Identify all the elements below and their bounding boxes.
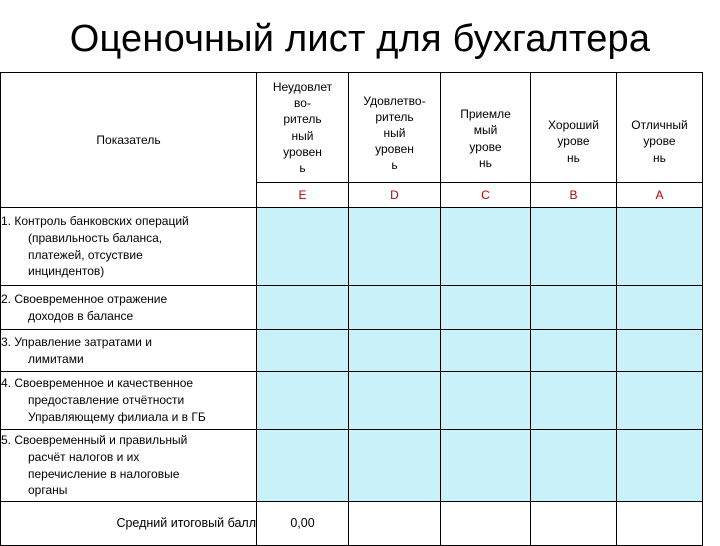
level-c-line-1: Приемле [460, 107, 511, 122]
indicator-2-line: доходов в балансе [28, 308, 134, 323]
score-cell[interactable] [617, 208, 703, 286]
total-empty-cell [531, 502, 617, 546]
level-c-line-4: нь [479, 155, 492, 170]
score-cell[interactable] [617, 372, 703, 430]
level-a-line-1: Отличный [631, 118, 688, 133]
score-cell[interactable] [441, 330, 531, 372]
table-row [1, 208, 703, 286]
evaluation-table [0, 72, 703, 546]
level-e-line-4: ный [291, 128, 314, 143]
level-a-line-2: урове [643, 134, 676, 149]
total-value [257, 502, 349, 546]
score-cell[interactable] [617, 330, 703, 372]
indicator-5-title: 5. Своевременный и правильный [1, 432, 188, 447]
total-empty-cell [349, 502, 441, 546]
score-cell[interactable] [531, 208, 617, 286]
score-cell[interactable] [257, 372, 349, 430]
grade-b [531, 183, 617, 208]
score-cell[interactable] [441, 430, 531, 502]
total-label [1, 502, 257, 546]
score-cell[interactable] [349, 372, 441, 430]
level-header-a [617, 73, 703, 183]
score-cell[interactable] [531, 372, 617, 430]
indicator-3 [1, 330, 257, 372]
indicator-5-line: перечисление в налоговые [28, 466, 180, 481]
score-cell[interactable] [531, 430, 617, 502]
page-title: Оценочный лист для бухгалтера [69, 18, 651, 60]
score-cell[interactable] [617, 286, 703, 330]
score-cell[interactable] [349, 430, 441, 502]
level-e-line-6: ь [299, 160, 306, 175]
level-header-d [349, 73, 441, 183]
score-cell[interactable] [531, 286, 617, 330]
indicator-1-line: платежей, отсуствие [28, 247, 143, 262]
total-empty-cell [617, 502, 703, 546]
grade-c [441, 183, 531, 208]
score-cell[interactable] [441, 208, 531, 286]
level-e-line-5: уровен [283, 144, 322, 159]
score-cell[interactable] [531, 330, 617, 372]
score-cell[interactable] [441, 286, 531, 330]
table-row [1, 430, 703, 502]
grade-d [349, 183, 441, 208]
indicator-5-line: органы [28, 483, 68, 498]
indicator-3-title: 3. Управление затратами и [1, 334, 152, 349]
indicator-1-title: 1. Контроль банковских операций [1, 213, 189, 228]
header-row [1, 73, 703, 183]
level-d-line-1: Удовлетво- [363, 93, 426, 108]
grade-e-letter: E [298, 187, 307, 202]
table-row [1, 286, 703, 330]
indicator-4 [1, 372, 257, 430]
level-header-c [441, 73, 531, 183]
indicator-5 [1, 430, 257, 502]
level-d-line-2: ритель [375, 109, 414, 124]
indicator-4-title: 4. Своевременное и качественное [1, 376, 194, 391]
indicator-4-line: Управляющему филиала и в ГБ [28, 409, 206, 424]
level-b-line-3: нь [567, 150, 580, 165]
grade-b-letter: B [569, 187, 578, 202]
indicator-1-line: (правильность баланса, [28, 230, 163, 245]
level-d-line-4: уровен [375, 142, 414, 157]
level-e-line-2: во- [294, 96, 311, 111]
level-d-line-5: ь [391, 158, 398, 173]
level-header-b [531, 73, 617, 183]
score-cell[interactable] [257, 430, 349, 502]
grade-a [617, 183, 703, 208]
score-cell[interactable] [257, 286, 349, 330]
indicator-header-label: Показатель [96, 132, 161, 147]
indicator-3-line: лимитами [28, 351, 84, 366]
level-d-line-3: ный [383, 125, 406, 140]
total-value-text: 0,00 [290, 516, 315, 531]
score-cell[interactable] [441, 372, 531, 430]
level-e-line-3: ритель [283, 112, 322, 127]
score-cell[interactable] [349, 286, 441, 330]
total-empty-cell [441, 502, 531, 546]
level-c-line-2: мый [473, 123, 498, 138]
table-row [1, 372, 703, 430]
indicator-header [1, 73, 257, 208]
score-cell[interactable] [349, 330, 441, 372]
level-b-line-2: урове [557, 134, 590, 149]
total-row [1, 502, 703, 546]
grade-a-letter: A [655, 187, 664, 202]
score-cell[interactable] [349, 208, 441, 286]
indicator-1 [1, 208, 257, 286]
level-e-line-1: Неудовлет [272, 79, 333, 94]
level-a-line-3: нь [653, 150, 666, 165]
grade-d-letter: D [390, 187, 399, 202]
score-cell[interactable] [257, 208, 349, 286]
score-cell[interactable] [257, 330, 349, 372]
grade-e [257, 183, 349, 208]
total-label-text: Средний итоговый балл [116, 516, 256, 531]
indicator-2-title: 2. Своевременное отражение [1, 291, 168, 306]
level-b-line-1: Хороший [548, 118, 599, 133]
indicator-5-line: расчёт налогов и их [28, 449, 140, 464]
level-header-e [257, 73, 349, 183]
indicator-1-line: инциндентов) [28, 264, 105, 279]
grade-c-letter: C [481, 187, 490, 202]
indicator-2 [1, 286, 257, 330]
score-cell[interactable] [617, 430, 703, 502]
table-row [1, 330, 703, 372]
indicator-4-line: предоставление отчётности [28, 393, 185, 408]
level-c-line-3: урове [469, 139, 502, 154]
